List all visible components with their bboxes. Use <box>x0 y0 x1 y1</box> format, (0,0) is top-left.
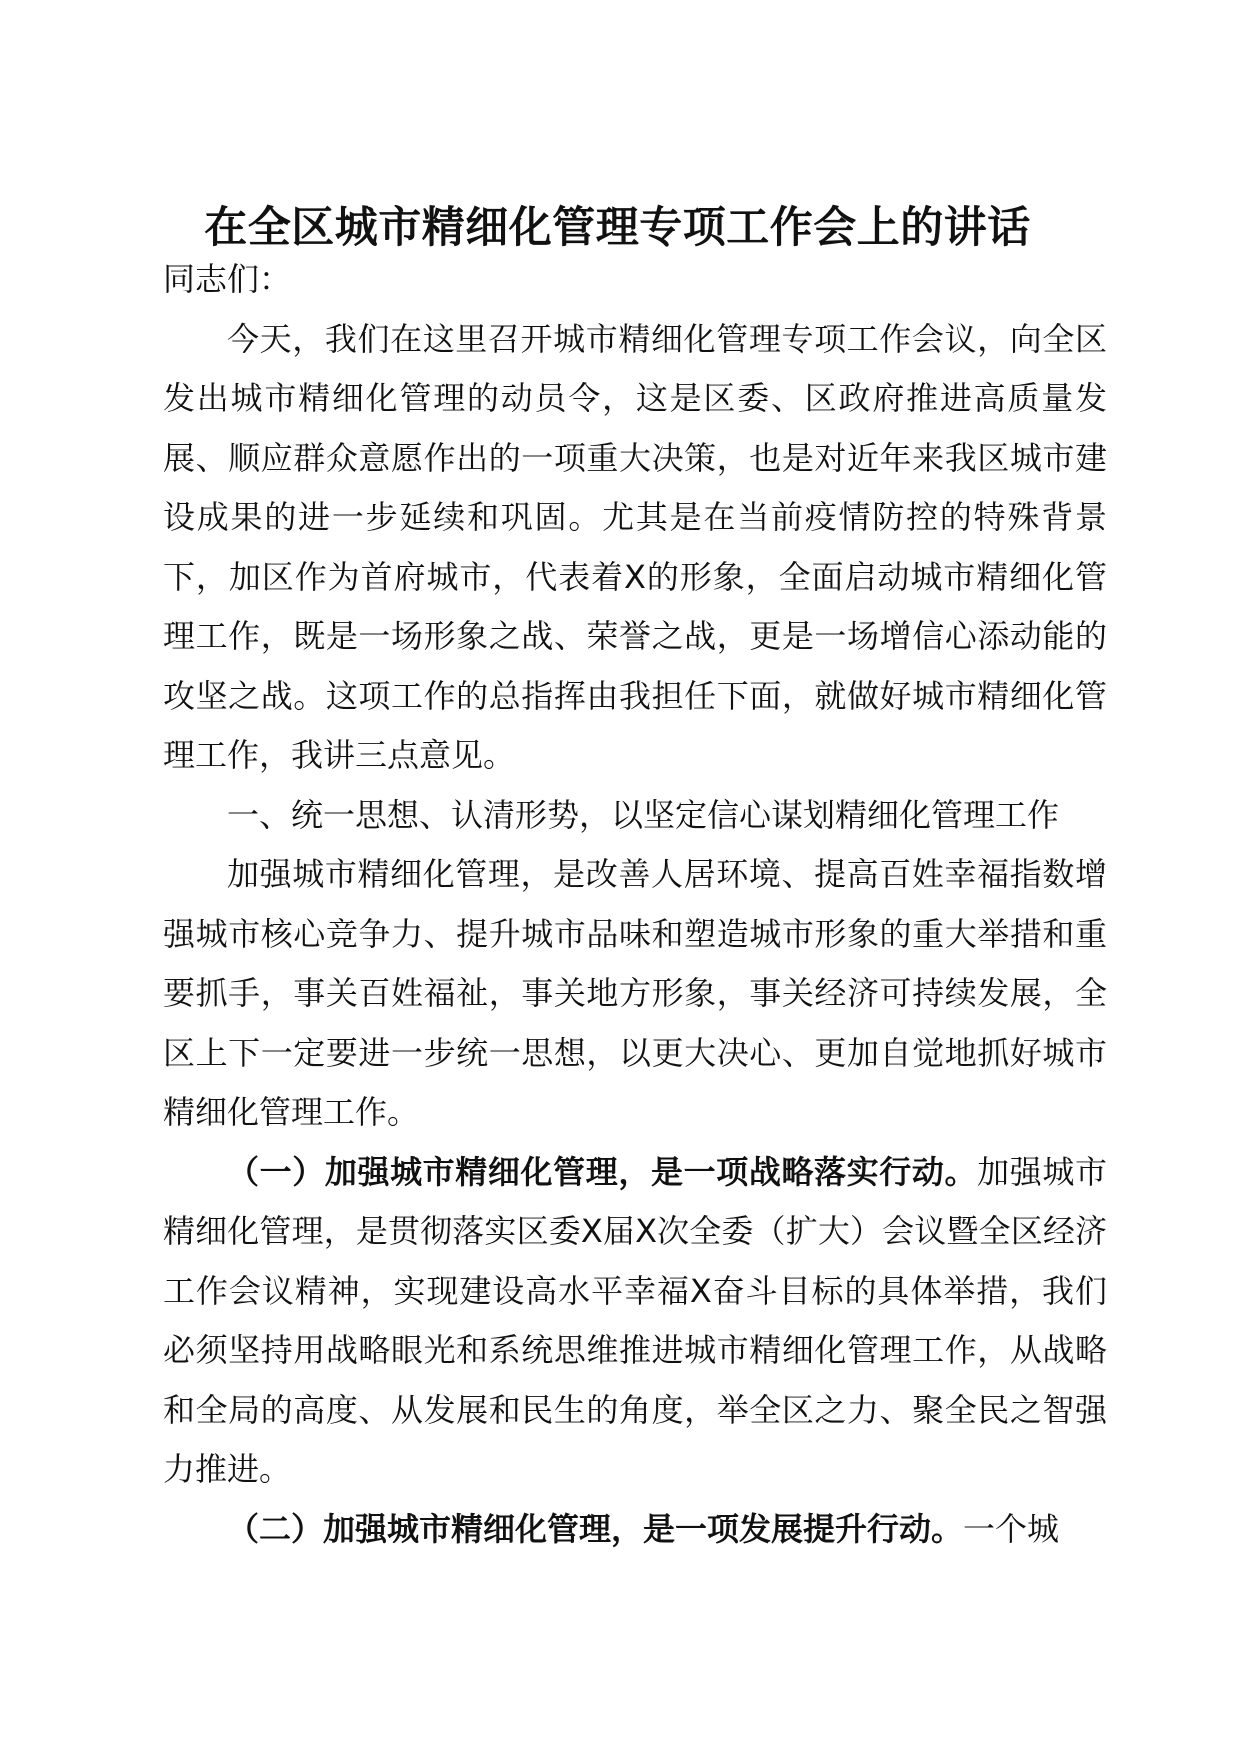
point-2-body: 一个城 <box>963 1509 1060 1548</box>
section-1-paragraph: 加强城市精细化管理，是改善人居环境、提高百姓幸福指数增强城市核心竞争力、提升城市品味和塑造城市形象的重大举措和重要抓手，事关百姓福祉，事关地方形象，事关经济可持续发展，全区上下一定要进一步统一思想，以更大决心、更加自觉地抓好城市精细化管理工作。 <box>163 855 1107 1131</box>
point-2-heading: （二）加强城市精细化管理，是一项发展提升行动。 <box>227 1509 964 1548</box>
intro-paragraph: 今天，我们在这里召开城市精细化管理专项工作会议，向全区发出城市精细化管理的动员令，这是区委、区政府推进高质量发展、顺应群众意愿作出的一项重大决策，也是对近年来我区城市建设成果的进一步延续和巩固。尤其是在当前疫情防控的特殊背景下，加区作为首府城市，代表着X的形象，全面启动城市精细化管理工作，既是一场形象之战、荣誉之战，更是一场增信心添动能的攻坚之战。这项工作的总指挥由我担任下面，就做好城市精细化管理工作，我讲三点意见。 <box>163 319 1107 774</box>
document-title: 在全区城市精细化管理专项工作会上的讲话 <box>204 203 1031 253</box>
point-1-paragraph <box>163 1143 1107 1500</box>
section-1-heading: 一、统一思想、认清形势，以坚定信心谋划精细化管理工作 <box>227 795 1060 834</box>
point-2-paragraph <box>163 1500 1107 1560</box>
document-body <box>163 250 1107 1559</box>
point-1-heading: （一）加强城市精细化管理，是一项战略落实行动。 <box>227 1152 978 1191</box>
point-1-body: 加强城市精细化管理，是贯彻落实区委X届X次全委（扩大）会议暨全区经济工作会议精神，实现建设高水平幸福X奋斗目标的具体举措，我们必须坚持用战略眼光和系统思维推进城市精细化管理工作，从战略和全局的高度、从发展和民生的角度，举全区之力、聚全民之智强力推进。 <box>163 1152 1107 1488</box>
salutation: 同志们： <box>163 260 292 298</box>
